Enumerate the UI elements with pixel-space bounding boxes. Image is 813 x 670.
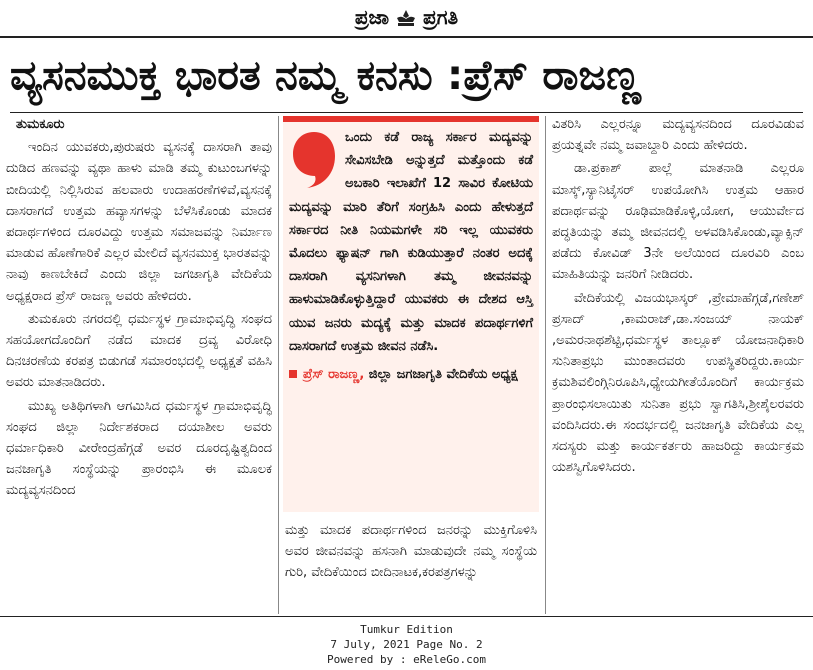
- dateline: ತುಮಕೂರು: [16, 117, 65, 132]
- column-3: [552, 114, 804, 614]
- column-1: [6, 114, 272, 614]
- masthead-right: ಪ್ರಗತಿ: [423, 5, 459, 29]
- pull-quote-text: ಒಂದು ಕಡೆ ರಾಜ್ಯ ಸರ್ಕಾರ ಮದ್ಯವನ್ನು ಸೇವಿಸಬೇಡಿ ಅನ್ನುತ್ತದೆ ಮತ್ತೊಂದು ಕಡೆ ಅಬಕಾರಿ ಇಲಾಖೆಗೆ 12 ಸಾವಿರ ಕೋಟಿಯ ಮದ್ಯವನ್ನು ಮಾರಿ ತೆರಿಗೆ ಸಂಗ್ರಹಿಸಿ ಎಂದು ಹೇಳುತ್ತದೆ ಸರ್ಕಾರದ ನೀತಿ ನಿಯಮಗಳೇ ಸರಿ ಇಲ್ಲ ಯುವಕರು ಮೊದಲು ಫ್ಯಾಷನ್ ಗಾಗಿ ಕುಡಿಯುತ್ತಾರೆ ನಂತರ ಅದಕ್ಕೆ ದಾಸರಾಗಿ ವ್ಯಸನಿಗಳಾಗಿ ತಮ್ಮ ಜೀವನವನ್ನು ಹಾಳುಮಾಡಿಕೊಳ್ಳುತ್ತಿದ್ದಾರೆ ಯುವಕರು ಈ ದೇಶದ ಆಸ್ತಿ ಯುವ ಜನರು ಮದ್ಯಕ್ಕೆ ಮತ್ತು ಮಾದಕ ಪದಾರ್ಥಗಳಿಗೆ ದಾಸರಾಗದೆ ಉತ್ತಮ ಜೀವನ ನಡೆಸಿ.: [289, 130, 533, 354]
- masthead-rule: [0, 36, 813, 38]
- headline: ವ್ಯಸನಮುಕ್ತ ಭಾರತ ನಮ್ಮ ಕನಸು :ಪ್ರೆಸ್ ರಾಜಣ್ಣ: [10, 51, 641, 99]
- col1-paragraph-1: ಇಂದಿನ ಯುವಕರು,ಪುರುಷರು ವ್ಯಸನಕ್ಕೆ ದಾಸರಾಗಿ ತಾವು ದುಡಿದ ಹಣವನ್ನು ವ್ಯಥಾ ಹಾಳು ಮಾಡಿ ತಮ್ಮ ಕುಟುಂಬಗಳನ್ನು ಬೀದಿಯಲ್ಲಿ ನಿಲ್ಲಿಸಿರುವ ಹಲವಾರು ಉದಾಹರಣೆಗಳಿವೆ,ವ್ಯಸನಕ್ಕೆ ದಾಸರಾಗದೆ ಉತ್ತಮ ಹವ್ಯಾಸಗಳನ್ನು ಬೆಳೆಸಿಕೊಂಡು ಮಾದಕ ಪದಾರ್ಥಗಳಿಂದ ದೂರವಿದ್ದು ಉತ್ತಮ ಸಮಾಜವನ್ನು ನಿರ್ಮಾಣ ಮಾಡುವ ಹೊಣೆಗಾರಿಕೆ ಎಲ್ಲರ ಮೇಲಿದೆ ವ್ಯಸನಮುಕ್ತ ಭಾರತವನ್ನು ನಾವು ಕಾಣಬೇಕಿದೆ ಎಂದು ಜಿಲ್ಲಾ ಜಗಜಾಗೃತಿ ವೇದಿಕೆಯ ಅಧ್ಯಕ್ಷರಾದ ಪ್ರೆಸ್ ರಾಜಣ್ಣ ಅವರು ಹೇಳಿದರು.: [6, 140, 272, 304]
- col3-paragraph-2: ಡಾ.ಪ್ರಕಾಶ್ ಪಾಲ್ಲೆ ಮಾತನಾಡಿ ಎಲ್ಲರೂ ಮಾಸ್ಕ್,ಸ್ಯಾನಿಟೈಸರ್ ಉಪಯೋಗಿಸಿ ಉತ್ತಮ ಆಹಾರ ಪದಾರ್ಥವನ್ನು ರೂಢಿಮಾಡಿಕೊಳ್ಳಿ,ಯೋಗ, ಆಯುರ್ವೇದ ಪದ್ಧತಿಯನ್ನು ತಮ್ಮ ಜೀವನದಲ್ಲಿ ಅಳವಡಿಸಿಕೊಂಡು,ವ್ಯಾಕ್ಸಿನ್ ಪಡೆದು ಕೋವಿಡ್ 3ನೇ ಅಲೆಯಿಂದ ದೂರವಿರಿ ಎಂಬ ಮಾಹಿತಿಯನ್ನು ಜನರಿಗೆ ನೀಡಿದರು.: [552, 161, 804, 283]
- masthead: [0, 0, 813, 34]
- col2-paragraph: ಮತ್ತು ಮಾದಕ ಪದಾರ್ಥಗಳಿಂದ ಜನರನ್ನು ಮುಕ್ತಿಗೊಳಿಸಿ ಅವರ ಜೀವನವನ್ನು ಹಸನಾಗಿ ಮಾಡುವುದೇ ನಮ್ಮ ಸಂಸ್ಥೆಯ ಗುರಿ, ವೇದಿಕೆಯಿಂದ ಬೀದಿನಾಟಕ,ಕರಪತ್ರಗಳನ್ನು: [285, 523, 537, 581]
- headline-rule: [10, 112, 803, 113]
- pull-quote-signature: [289, 364, 533, 386]
- footer-date-page: 7 July, 2021 Page No. 2: [330, 638, 483, 651]
- masthead-left: ಪ್ರಜಾ: [354, 5, 390, 29]
- footer-powered-by: Powered by : eReleGo.com: [327, 653, 486, 666]
- lotus-lamp-icon: [395, 8, 417, 26]
- column-divider-1: [278, 116, 279, 614]
- red-square-icon: [289, 370, 297, 378]
- pull-quote-role: ಜಿಲ್ಲಾ ಜಗಜಾಗೃತಿ ವೇದಿಕೆಯ ಅಧ್ಯಕ್ಷ: [368, 367, 518, 383]
- footer-rule: [0, 616, 813, 617]
- footer: [0, 622, 813, 667]
- column-divider-2: [545, 116, 546, 614]
- col3-paragraph-3: ವೇದಿಕೆಯಲ್ಲಿ ವಿಜಯಭಾಸ್ಕರ್ ,ಪ್ರೇಮಾಹೆಗ್ಗಡೆ,ಗಣೇಶ್ ಪ್ರಸಾದ್ ,ಕಾಮರಾಜ್,ಡಾ.ಸಂಜಯ್ ನಾಯಕ್ ,ಅಮರನಾಥಶೆಟ್ಟಿ,ಧರ್ಮಸ್ಥಳ ತಾಲ್ಲೂಕ್ ಯೋಜನಾಧಿಕಾರಿ ಸುನಿತಾಪ್ರಭು ಮುಂತಾದವರು ಉಪಸ್ಥಿತರಿದ್ದರು.ಕಾರ್ಯ ಕ್ರಮಶಿವಲಿಂಗ್ಗಿನಿರೂಪಿಸಿ,ಧ್ಯೇಯಗೀತೆಯೊಂದಿಗೆ ಕಾರ್ಯಕ್ರಮ ಪ್ರಾರಂಭಿಸಲಾಯಿತು ಸುನಿತಾ ಪ್ರಭು ಸ್ವಾಗತಿಸಿ,ಶ್ರೀಶೈಲರವರು ವಂದಿಸಿದರು.ಈ ಸಂದರ್ಭದಲ್ಲಿ ಜನಜಾಗೃತಿ ವೇದಿಕೆಯ ಎಲ್ಲ ಸದಸ್ಯರು ಮತ್ತು ಕಾರ್ಯಕರ್ತರು ಹಾಜರಿದ್ದು ಕಾರ್ಯಕ್ರಮ ಯಶಸ್ವಿಗೊಳಿಸಿದರು.: [552, 290, 804, 476]
- col1-paragraph-2: ತುಮಕೂರು ನಗರದಲ್ಲಿ ಧರ್ಮಸ್ಥಳ ಗ್ರಾಮಾಭಿವೃದ್ಧಿ ಸಂಘದ ಸಹಯೋಗದೊಂದಿಗೆ ನಡೆದ ಮಾದಕ ದ್ರವ್ಯ ವಿರೋಧಿ ದಿನಚರಣೆಯ ಕರಪತ್ರ ಬಿಡುಗಡೆ ಸಮಾರಂಭದಲ್ಲಿ ಅಧ್ಯಕ್ಷತೆ ವಹಿಸಿ ಅವರು ಮಾತನಾಡಿದರು.: [6, 311, 272, 391]
- col3-paragraph-1: ವಿತರಿಸಿ ಎಲ್ಲರನ್ನೂ ಮದ್ಯವ್ಯಸನದಿಂದ ದೂರವಿಡುವ ಪ್ರಯತ್ನವೇ ನಮ್ಮ ಜವಾಬ್ದಾರಿ ಎಂದು ಹೇಳಿದರು.: [552, 117, 804, 154]
- col1-paragraph-3: ಮುಖ್ಯ ಅತಿಥಿಗಳಾಗಿ ಆಗಮಿಸಿದ ಧರ್ಮಸ್ಥಳ ಗ್ರಾಮಾಭಿವೃದ್ಧಿ ಸಂಘದ ಜಿಲ್ಲಾ ನಿರ್ದೇಶಕರಾದ ದಯಾಶೀಲ ಅವರು ಧರ್ಮಾಧಿಕಾರಿ ವೀರೇಂದ್ರಹೆಗ್ಗಡೆ ಅವರ ದೂರದೃಷ್ಟಿತ್ವದಿಂದ ಜನಜಾಗೃತಿ ಸಂಸ್ಥೆಯನ್ನು ಪ್ರಾರಂಭಿಸಿ ಈ ಮೂಲಕ ಮದ್ಯವ್ಯಸನದಿಂದ: [6, 398, 272, 499]
- red-quote-icon: [289, 128, 339, 188]
- pull-quote-box: [283, 116, 539, 512]
- column-2-bottom: [285, 520, 537, 614]
- pull-quote-name: ಪ್ರೆಸ್ ರಾಜಣ್ಣ,: [303, 367, 365, 383]
- footer-edition: Tumkur Edition: [360, 623, 453, 636]
